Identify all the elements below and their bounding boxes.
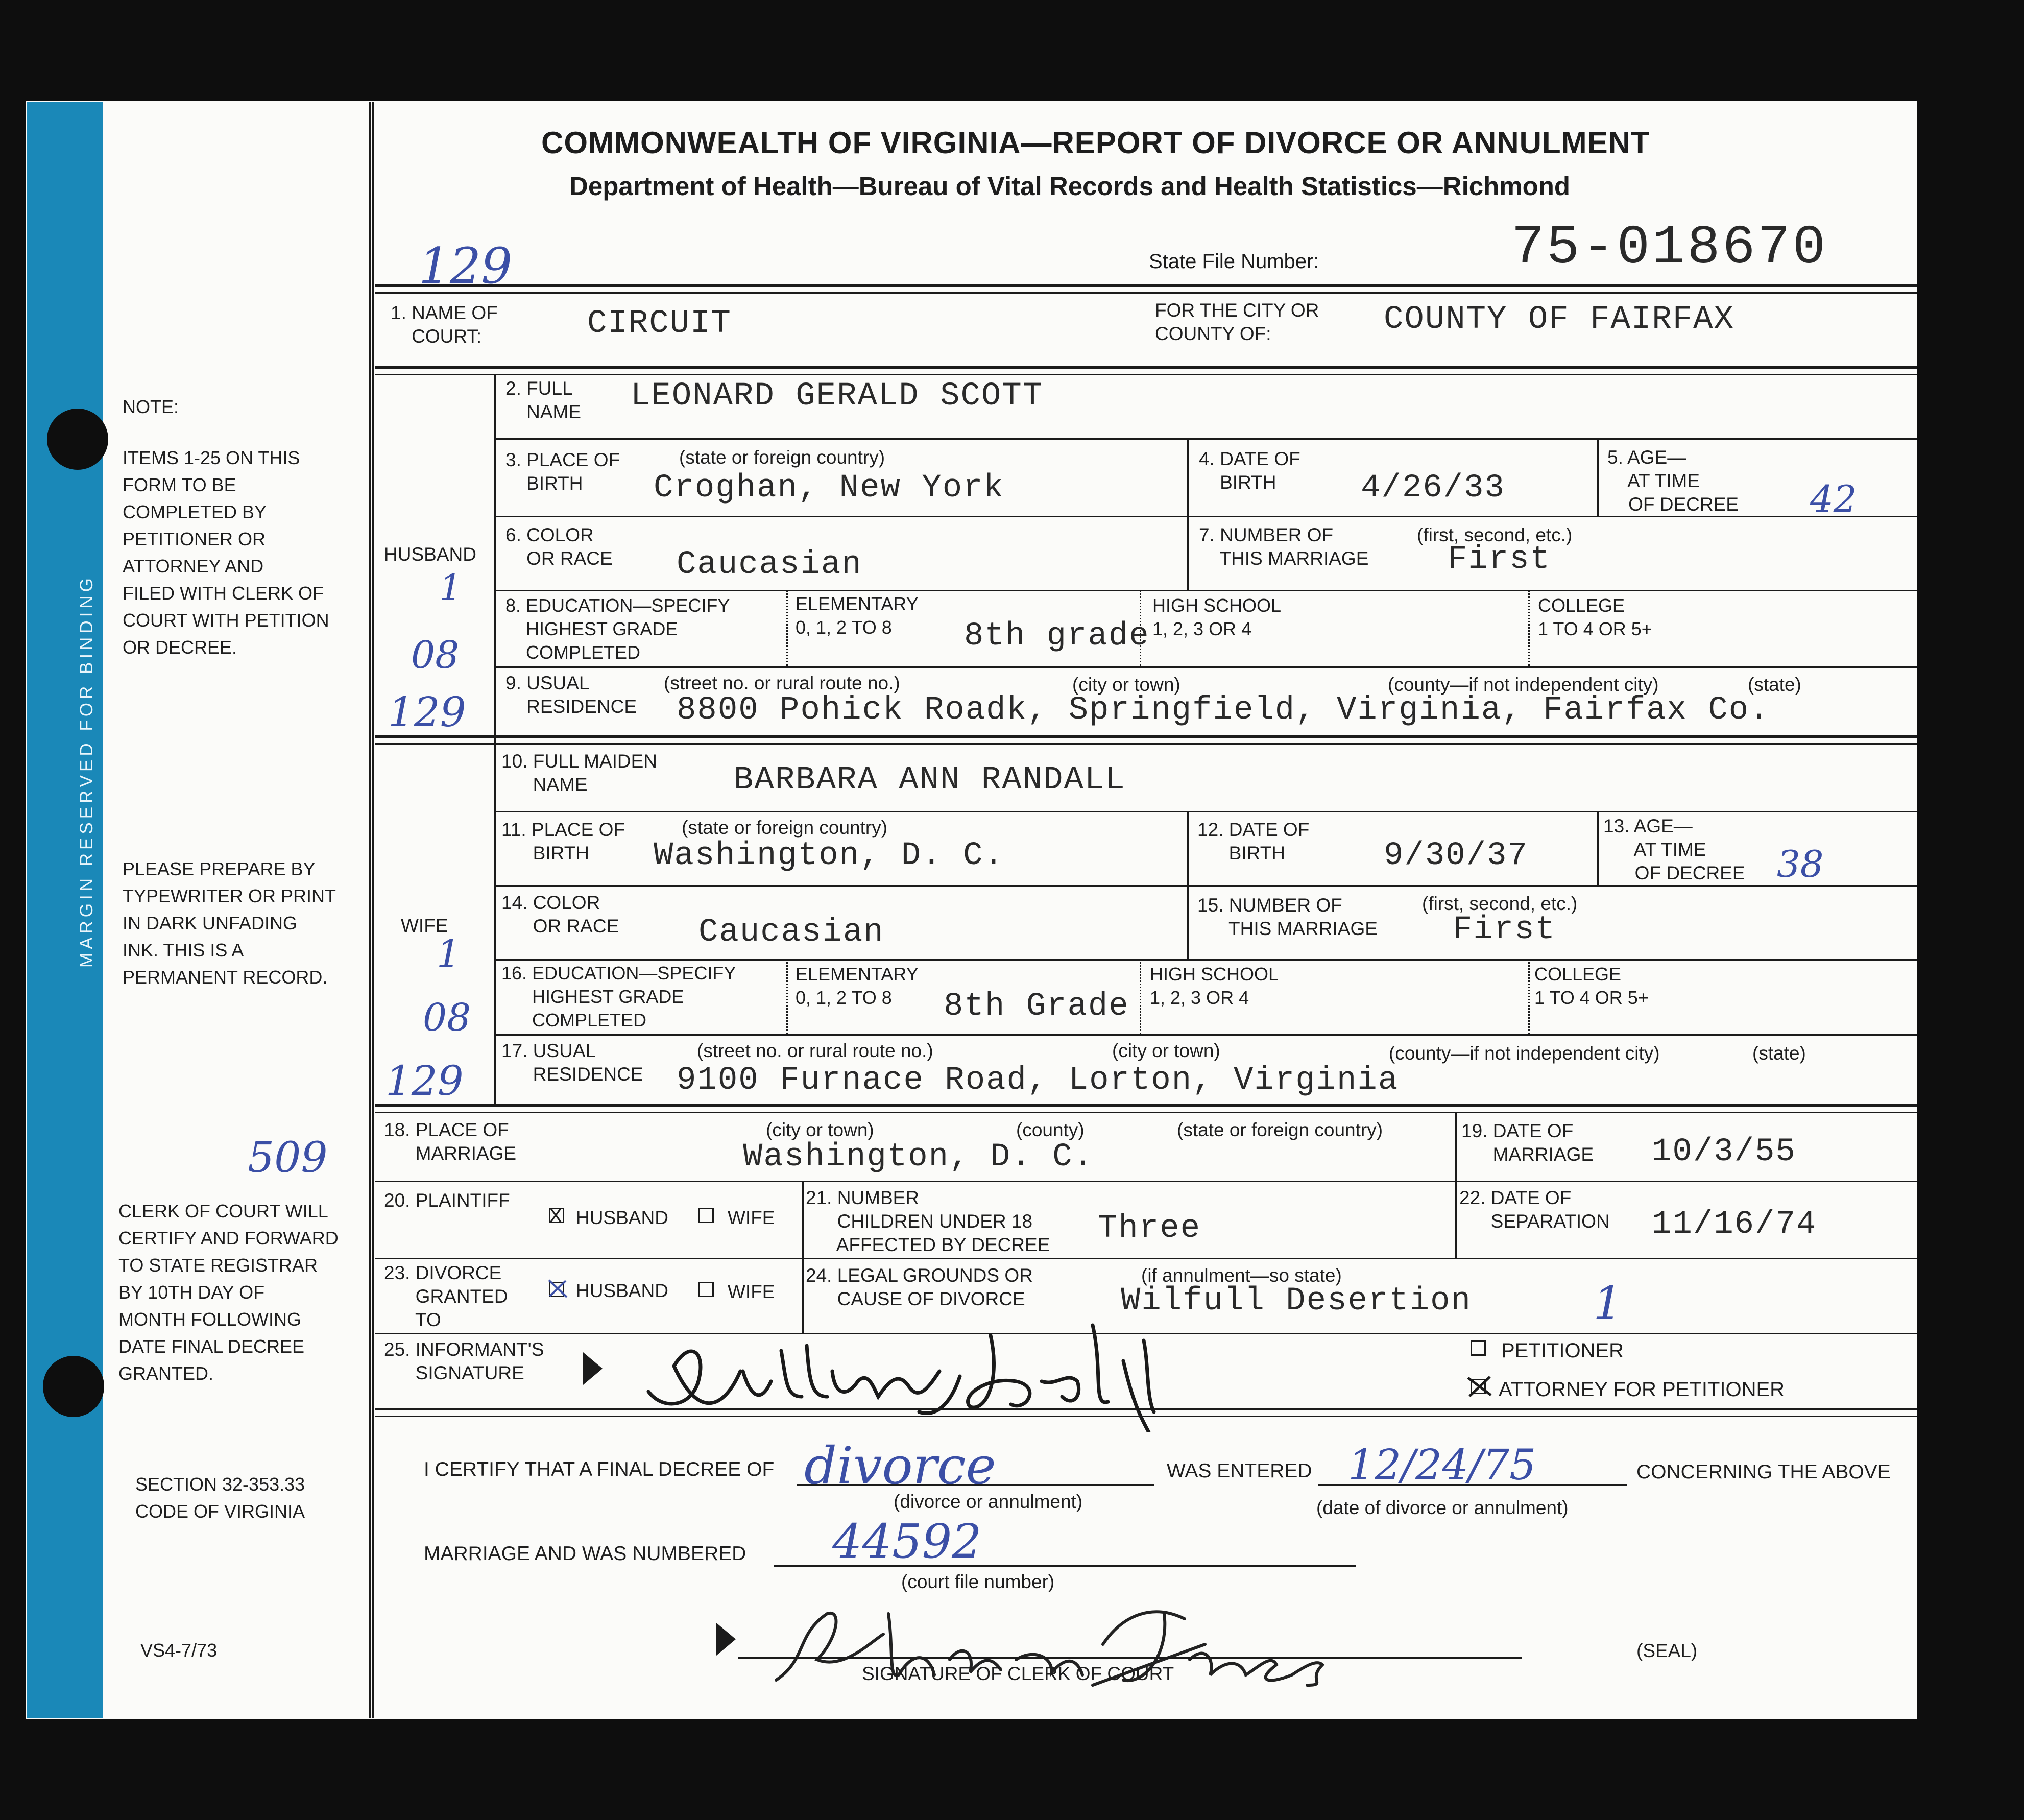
clerk-signature-line [738,1657,1522,1659]
husband-name: LEONARD GERALD SCOTT [631,378,1044,415]
rule-w-race [495,959,1917,961]
marriage-place: Washington, D. C. [743,1139,1094,1176]
wife-marriage-num-label: 15. NUMBER OF THIS MARRIAGE [1197,895,1378,939]
husband-residence-label: 9. USUAL RESIDENCE [505,673,637,717]
husband-residence-hint-county: (county—if not independent city) [1388,674,1659,695]
prepare-instructions: PLEASE PREPARE BY TYPEWRITER OR PRINT IN DARK UNFADING INK. THIS IS A PERMANENT RECORD. [123,858,336,988]
wife-race: Caucasian [698,914,884,951]
granted-label: 23. DIVORCE GRANTED TO [384,1262,508,1330]
state-file-number: 75-018670 [1511,217,1828,279]
granted-husband-option: HUSBAND [576,1280,668,1301]
handwritten-sidebar-number: 509 [248,1134,328,1182]
marriage-place-hint-city: (city or town) [766,1119,874,1140]
entered-date-line [1318,1484,1627,1486]
decree-type-hint: (divorce or annulment) [894,1491,1083,1512]
wife-dob: 9/30/37 [1384,837,1528,874]
rule-v-wife-age [1597,811,1599,885]
rule-v-section [494,374,496,1104]
rule-husband-bottom [375,735,1917,738]
rule-husband-bottom-2 [375,743,1917,745]
rule-v-husband-mid [1187,438,1189,590]
clerk-instructions: CLERK OF COURT WILL CERTIFY AND FORWARD TO STATE REGISTRAR BY 10TH DAY OF MONTH FOLLOWING DATE FINAL DECREE GRANTED. [118,1201,339,1384]
husband-residence-hint-state: (state) [1748,674,1801,695]
plaintiff-wife-option: WIFE [728,1207,775,1228]
husband-birthplace-hint: (state or foreign country) [679,447,885,468]
entered-date-hint: (date of divorce or annulment) [1316,1497,1569,1518]
wife-education-label: 16. EDUCATION—SPECIFY HIGHEST GRADE COMPLETED [501,963,736,1031]
wife-birthplace-hint: (state or foreign country) [682,817,888,838]
husband-code-1: 1 [439,567,462,609]
wife-residence-hint-street: (street no. or rural route no.) [697,1040,933,1061]
husband-marriage-num-label: 7. NUMBER OF THIS MARRIAGE [1199,524,1369,569]
punch-hole-top [47,409,108,470]
wife-birthplace-label: 11. PLACE OF BIRTH [501,819,625,864]
plaintiff-label: 20. PLAINTIFF [384,1190,510,1211]
rule-h-name [495,438,1917,440]
form-number: VS4-7/73 [140,1640,218,1661]
concerning-text: CONCERNING THE ABOVE [1636,1461,1891,1483]
court-city-label: FOR THE CITY OR COUNTY OF: [1155,300,1319,344]
entered-label: WAS ENTERED [1167,1460,1312,1482]
informant-arrow-icon [583,1352,603,1385]
wife-residence: 9100 Furnace Road, Lorton, Virginia [677,1062,1399,1099]
informant-label: 25. INFORMANT'S SIGNATURE [384,1339,544,1383]
wife-code-3: 129 [385,1057,464,1105]
rule-v-h-college [1528,590,1530,666]
grounds-hint: (if annulment—so state) [1141,1265,1342,1286]
wife-code-1: 1 [437,932,461,976]
binding-margin-text: MARGIN RESERVED FOR BINDING [77,574,97,968]
husband-birthplace-label: 3. PLACE OF BIRTH [505,449,620,494]
rule-v-h-elem [786,590,788,666]
court-name-value: CIRCUIT [587,305,732,342]
wife-age: 38 [1777,843,1824,885]
rule-v-w-high [1140,959,1141,1034]
rule-h-edu [495,666,1917,668]
husband-education: 8th grade [964,618,1150,655]
wife-name: BARBARA ANN RANDALL [734,762,1126,799]
rule-row-18 [375,1181,1917,1182]
husband-code-3: 129 [388,688,466,736]
wife-residence-hint-county: (county—if not independent city) [1389,1043,1660,1064]
note-title: NOTE: [123,396,179,417]
rule-w-name [495,811,1917,812]
rule-row-20 [375,1258,1917,1259]
wife-college-label: COLLEGE 1 TO 4 OR 5+ [1534,964,1649,1008]
punch-hole-bottom [43,1356,104,1417]
informant-signature[interactable] [633,1295,1368,1432]
wife-marriage-num-hint: (first, second, etc.) [1422,893,1578,914]
rule-v-w-elem [786,959,788,1034]
husband-race-label: 6. COLOR OR RACE [505,524,613,569]
husband-age: 42 [1810,477,1857,520]
state-file-number-label: State File Number: [1149,250,1319,273]
husband-residence-hint-city: (city or town) [1072,674,1180,695]
court-file-number-line [774,1565,1356,1567]
husband-age-label: 5. AGE— AT TIME OF DECREE [1607,447,1739,515]
court-city-value: COUNTY OF FAIRFAX [1384,301,1734,338]
children-count: Three [1098,1210,1201,1247]
wife-section-label: WIFE [401,915,448,936]
rule-header-bottom [375,284,1917,287]
note-instructions: ITEMS 1-25 ON THIS FORM TO BE COMPLETED BY PETITIONER OR ATTORNEY AND FILED WITH CLERK OF COURT WITH PETITION OR DECREE. [123,447,329,658]
granted-husband-mark [547,1278,569,1299]
handwritten-header-code: 129 [419,237,513,295]
marriage-place-hint-county: (county) [1016,1119,1085,1140]
petitioner-checkbox[interactable] [1471,1340,1486,1356]
marriage-place-label: 18. PLACE OF MARRIAGE [384,1119,517,1164]
wife-marriage-num: First [1453,912,1556,948]
court-file-number-hint: (court file number) [901,1571,1055,1592]
rule-court-bottom [375,366,1917,369]
rule-w-edu [495,1034,1917,1036]
husband-dob: 4/26/33 [1361,470,1505,507]
husband-birthplace: Croghan, New York [654,470,1004,507]
decree-type: divorce [804,1436,996,1496]
husband-college-label: COLLEGE 1 TO 4 OR 5+ [1538,595,1652,639]
wife-age-label: 13. AGE— AT TIME OF DECREE [1603,816,1745,883]
plaintiff-husband-option: HUSBAND [576,1207,668,1228]
form-title: COMMONWEALTH OF VIRGINIA—REPORT OF DIVORCE OR ANNULMENT [541,126,1650,160]
rule-v-husband-age [1597,438,1599,516]
wife-residence-hint-state: (state) [1752,1043,1806,1064]
husband-elementary-label: ELEMENTARY 0, 1, 2 TO 8 [796,593,919,638]
code-section: SECTION 32-353.33 CODE OF VIRGINIA [135,1474,305,1522]
wife-race-label: 14. COLOR OR RACE [501,892,619,937]
separation-label: 22. DATE OF SEPARATION [1459,1187,1610,1232]
entered-date: 12/24/75 [1348,1441,1536,1490]
clerk-signature-label: SIGNATURE OF CLERK OF COURT [862,1663,1174,1684]
form-subtitle: Department of Health—Bureau of Vital Records and Health Statistics—Richmond [569,172,1571,201]
rule-v-w-college [1528,959,1530,1034]
seal-label: (SEAL) [1636,1640,1698,1661]
husband-residence-hint-street: (street no. or rural route no.) [664,673,900,693]
wife-residence-hint-city: (city or town) [1112,1040,1220,1061]
sidebar-separator [369,102,374,1718]
husband-residence: 8800 Pohick Roadk, Springfield, Virginia, Fairfax Co. [677,692,1770,729]
wife-education: 8th Grade [944,988,1129,1025]
numbered-prefix: MARRIAGE AND WAS NUMBERED [424,1543,746,1565]
clerk-signature-arrow-icon [716,1623,736,1656]
wife-code-2: 08 [423,996,471,1040]
husband-marriage-num: First [1448,541,1551,578]
court-file-number: 44592 [832,1514,982,1569]
husband-code-2: 08 [411,633,460,677]
separation-date: 11/16/74 [1652,1206,1817,1243]
wife-name-label: 10. FULL MAIDEN NAME [501,751,657,795]
certify-prefix: I CERTIFY THAT A FINAL DECREE OF [424,1458,775,1480]
husband-section-label: HUSBAND [384,544,476,565]
decree-type-line [797,1484,1154,1486]
rule-v-dates [1455,1112,1457,1258]
rule-w-birth [495,885,1917,887]
marriage-date-label: 19. DATE OF MARRIAGE [1461,1120,1594,1165]
children-label: 21. NUMBER CHILDREN UNDER 18 AFFECTED BY DECREE [806,1187,1050,1255]
husband-name-label: 2. FULL NAME [505,378,582,422]
husband-education-label: 8. EDUCATION—SPECIFY HIGHEST GRADE COMPLETED [505,595,730,663]
husband-highschool-label: HIGH SCHOOL 1, 2, 3 OR 4 [1152,595,1282,639]
rule-v-wife-mid [1187,811,1189,959]
attorney-option: ATTORNEY FOR PETITIONER [1499,1378,1785,1401]
husband-dob-label: 4. DATE OF BIRTH [1199,448,1300,493]
husband-marriage-num-hint: (first, second, etc.) [1417,524,1573,545]
marriage-place-hint-state: (state or foreign country) [1177,1119,1383,1140]
grounds-value: Wilfull Desertion [1121,1283,1472,1320]
plaintiff-husband-mark: X [549,1205,563,1227]
wife-dob-label: 12. DATE OF BIRTH [1197,819,1310,864]
wife-birthplace: Washington, D. C. [654,837,1004,874]
rule-h-race [495,590,1917,591]
attorney-checkmark [1465,1374,1493,1399]
rule-court-bottom-2 [375,374,1917,375]
rule-header-bottom-2 [375,292,1917,294]
husband-race: Caucasian [677,546,862,583]
petitioner-option: PETITIONER [1501,1339,1624,1362]
wife-elementary-label: ELEMENTARY 0, 1, 2 TO 8 [796,964,919,1008]
wife-highschool-label: HIGH SCHOOL 1, 2, 3 OR 4 [1150,964,1279,1008]
rule-wife-bottom-2 [375,1112,1917,1113]
court-name-label: 1. NAME OF COURT: [391,302,498,347]
grounds-label: 24. LEGAL GROUNDS OR CAUSE OF DIVORCE [806,1265,1033,1309]
wife-residence-label: 17. USUAL RESIDENCE [501,1040,643,1085]
rule-wife-bottom [375,1104,1917,1107]
marriage-date: 10/3/55 [1652,1134,1796,1170]
granted-wife-option: WIFE [728,1281,775,1302]
plaintiff-wife-checkbox[interactable] [698,1208,714,1223]
grounds-code: 1 [1593,1277,1623,1330]
